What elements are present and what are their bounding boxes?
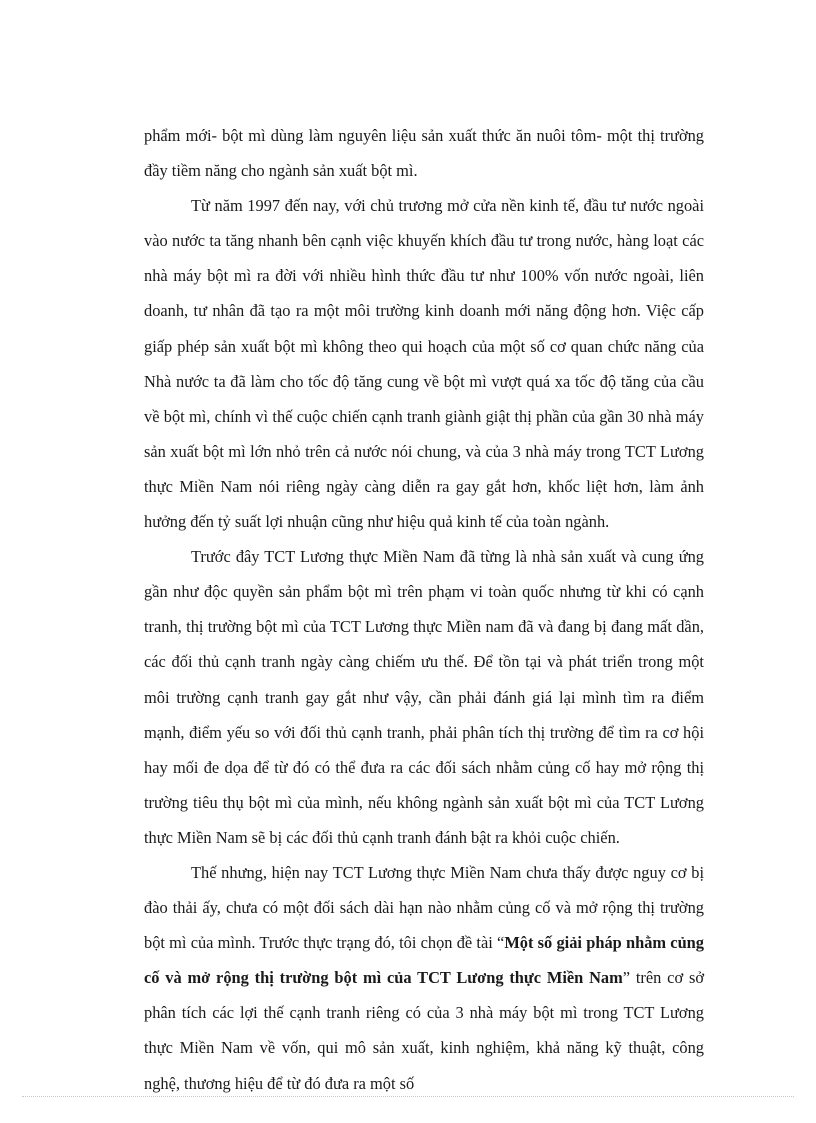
paragraph-1: phẩm mới- bột mì dùng làm nguyên liệu sản xuất thức ăn nuôi tôm- một thị trường đầy tiềm năng cho ngành sản xuất bột mì. (144, 126, 704, 181)
paragraph-4 (144, 855, 704, 1101)
paragraph-4-lead: Thế nhưng, hiện nay TCT Lương thực Miền Nam chưa thấy được nguy cơ bị đào thải ấy, chưa có một đối sách dài hạn nào nhằm củng cố và mở rộng thị trường bột mì của mình. Trước thực trạng đó, tôi chọn đề tài “ (144, 862, 704, 953)
body-text (144, 118, 704, 1101)
paragraph-2: Từ năm 1997 đến nay, với chủ trương mở cửa nền kinh tế, đầu tư nước ngoài vào nước ta tăng nhanh bên cạnh việc khuyến khích đầu tư trong nước, hàng loạt các nhà máy bột mì ra đời với nhiều hình thức đầu tư như 100% vốn nước ngoài, liên doanh, tư nhân đã tạo ra một môi trường kinh doanh mới năng động hơn. Việc cấp giấp phép sản xuất bột mì không theo qui hoạch của một số cơ quan chức năng của Nhà nước ta đã làm cho tốc độ tăng cung về bột mì vượt quá xa tốc độ tăng của cầu về bột mì, chính vì thế cuộc chiến cạnh tranh giành giật thị phần của gần 30 nhà máy sản xuất bột mì lớn nhỏ trên cả nước nói chung, và của 3 nhà máy trong TCT Lương thực Miền Nam nói riêng ngày càng diễn ra gay gắt hơn, khốc liệt hơn, làm ảnh hưởng đến tỷ suất lợi nhuận cũng như hiệu quả kinh tế của toàn ngành. (144, 196, 704, 532)
page-bottom-divider (22, 1096, 794, 1097)
paragraph-4-tail: ” trên cơ sở phân tích các lợi thế cạnh tranh riêng có của 3 nhà máy bột mì trong TCT Lương thực Miền Nam về vốn, qui mô sản xuất, kinh nghiệm, khả năng kỹ thuật, công nghệ, thương hiệu để từ đó đưa ra một số (144, 968, 704, 1093)
thesis-title: Một số giải pháp nhằm củng cố và mở rộng thị trường bột mì của TCT Lương thực Miền Nam (144, 933, 704, 988)
paragraph-3: Trước đây TCT Lương thực Miền Nam đã từng là nhà sản xuất và cung ứng gần như độc quyền sản phẩm bột mì trên phạm vi toàn quốc nhưng từ khi có cạnh tranh, thị trường bột mì của TCT Lương thực Miền nam đã và đang bị đang mất dần, các đối thủ cạnh tranh ngày càng chiếm ưu thế. Để tồn tại và phát triển trong một môi trường cạnh tranh gay gắt như vậy, cần phải đánh giá lại mình tìm ra điểm mạnh, điểm yếu so với đối thủ cạnh tranh, phải phân tích thị trường để tìm ra cơ hội hay mối đe dọa để từ đó có thể đưa ra các đối sách nhằm củng cố hay mở rộng thị trường tiêu thụ bột mì của mình, nếu không ngành sản xuất bột mì của TCT Lương thực Miền Nam sẽ bị các đối thủ cạnh tranh đánh bật ra khỏi cuộc chiến. (144, 547, 704, 847)
